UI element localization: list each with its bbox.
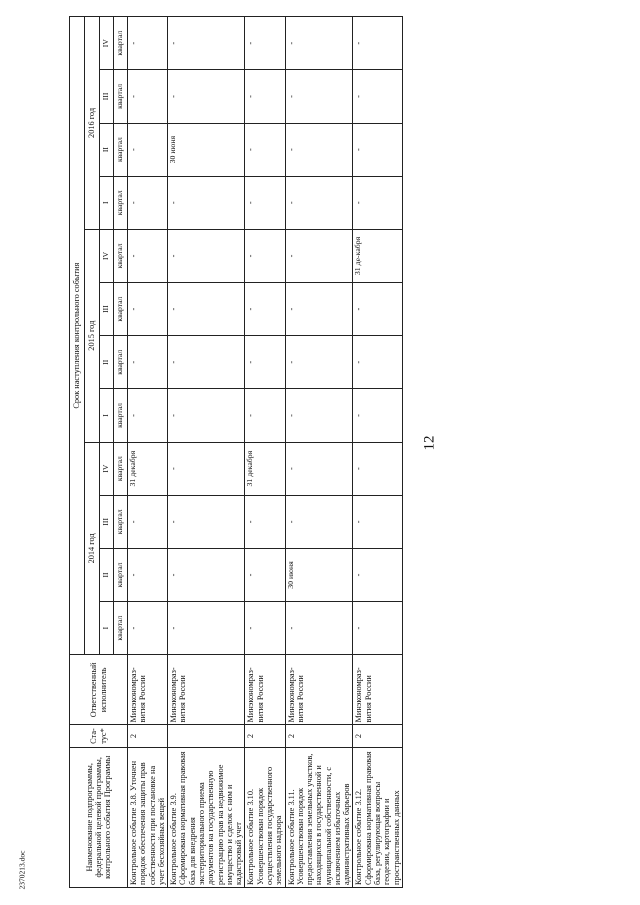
header-quarter-number: IV (100, 442, 114, 495)
header-year-2016: 2016 год (85, 17, 100, 230)
executor-cell: Минэкономраз-вития России (128, 655, 168, 725)
quarter-cell: 31 декабря (128, 442, 168, 495)
header-quarter-word: квартал (114, 123, 128, 176)
header-quarter-number: I (100, 176, 114, 229)
quarter-cell: - (353, 442, 402, 495)
quarter-cell: - (285, 70, 353, 123)
quarter-cell: - (128, 602, 168, 655)
header-quarter-word: квартал (114, 495, 128, 548)
quarter-cell: - (353, 283, 402, 336)
quarter-cell: 31 де-кабря (353, 229, 402, 282)
header-quarter-number: II (100, 123, 114, 176)
quarter-cell: - (245, 176, 285, 229)
quarter-cell: - (285, 123, 353, 176)
header-quarter-word: квартал (114, 176, 128, 229)
quarter-cell: - (168, 336, 245, 389)
quarter-cell: - (285, 602, 353, 655)
header-quarter-number: III (100, 283, 114, 336)
table-row (128, 17, 168, 888)
header-quarter-number: II (100, 336, 114, 389)
header-quarter-word: квартал (114, 70, 128, 123)
quarter-cell: - (245, 495, 285, 548)
table-container (69, 16, 621, 888)
header-quarter-word: квартал (114, 229, 128, 282)
header-quarter-number: III (100, 70, 114, 123)
quarter-cell: - (285, 495, 353, 548)
quarter-cell: - (245, 336, 285, 389)
quarter-cell: - (168, 495, 245, 548)
header-quarter-number: IV (100, 17, 114, 70)
control-events-table (69, 16, 403, 888)
quarter-cell: - (353, 548, 402, 601)
header-quarter-word: квартал (114, 602, 128, 655)
header-quarter-number: III (100, 495, 114, 548)
quarter-cell: - (353, 17, 402, 70)
quarter-cell: - (128, 123, 168, 176)
status-cell: 2 (245, 725, 285, 747)
quarter-cell: - (285, 17, 353, 70)
table-row (353, 17, 402, 888)
quarter-cell: - (128, 229, 168, 282)
quarter-cell: - (285, 389, 353, 442)
status-cell (168, 725, 245, 747)
quarter-cell: - (128, 336, 168, 389)
quarter-cell: - (168, 602, 245, 655)
quarter-cell: - (128, 70, 168, 123)
header-term: Срок наступления контрольного события (70, 17, 85, 655)
status-cell: 2 (353, 725, 402, 747)
quarter-cell: - (245, 389, 285, 442)
quarter-cell: 30 июня (168, 123, 245, 176)
executor-cell: Минэкономраз-вития России (168, 655, 245, 725)
quarter-cell: - (128, 176, 168, 229)
table-row (285, 17, 353, 888)
event-name-cell: Контрольное событие 3.12. Сформирована нормативная правовая база, регулирующая вопросы геодезии, картографии и пространственных данных (353, 747, 402, 887)
header-quarter-number: IV (100, 229, 114, 282)
quarter-cell: - (353, 176, 402, 229)
quarter-cell: - (353, 70, 402, 123)
quarter-cell: - (168, 229, 245, 282)
event-name-cell: Контрольное событие 3.11. Усовершенствован порядок предоставления земельных участков, находящихся в государственной и муниципальной собственности, с исключением избыточных административных барьеров (285, 747, 353, 887)
quarter-cell: - (168, 548, 245, 601)
quarter-cell: - (168, 283, 245, 336)
header-year-2014: 2014 год (85, 442, 100, 655)
quarter-cell: - (245, 548, 285, 601)
header-name: Наименование подпрограммы, федеральной целевой программы, контрольного события Программы (70, 747, 128, 887)
quarter-cell: - (128, 389, 168, 442)
header-quarter-word: квартал (114, 442, 128, 495)
header-quarter-word: квартал (114, 336, 128, 389)
quarter-cell: - (245, 17, 285, 70)
quarter-cell: - (245, 123, 285, 176)
quarter-cell: - (128, 283, 168, 336)
quarter-cell: - (353, 336, 402, 389)
status-cell: 2 (285, 725, 353, 747)
quarter-cell: - (245, 283, 285, 336)
executor-cell: Минэкономраз-вития России (285, 655, 353, 725)
footer-doc-code: 2370213.doc (17, 850, 27, 890)
quarter-cell: - (353, 495, 402, 548)
executor-cell: Минэкономраз-вития России (245, 655, 285, 725)
table-row (245, 17, 285, 888)
event-name-cell: Контрольное событие 3.8. Уточнен порядок обеспечения защиты прав собственности при постановке на учет бесхозяйных вещей (128, 747, 168, 887)
header-executor: Ответственный исполнитель (70, 655, 128, 725)
quarter-cell: - (245, 229, 285, 282)
quarter-cell: - (245, 70, 285, 123)
quarter-cell: - (285, 442, 353, 495)
quarter-cell: 30 июня (285, 548, 353, 601)
header-quarter-word: квартал (114, 283, 128, 336)
quarter-cell: - (168, 176, 245, 229)
page-number: 12 (421, 435, 438, 451)
quarter-cell: - (128, 548, 168, 601)
quarter-cell: - (353, 389, 402, 442)
header-quarter-word: квартал (114, 389, 128, 442)
header-year-2015: 2015 год (85, 229, 100, 442)
event-name-cell: Контрольное событие 3.9. Сформирована нормативная правовая база для внедрения экстерриториального приема документов на государственную регистрацию прав на недвижимое имущество и сделок с ним и кадастровый учет (168, 747, 245, 887)
quarter-cell: - (128, 17, 168, 70)
quarter-cell: - (285, 176, 353, 229)
quarter-cell: - (128, 495, 168, 548)
quarter-cell: - (168, 70, 245, 123)
event-name-cell: Контрольное событие 3.10. Усовершенствован порядок осуществления государственного земельного надзора (245, 747, 285, 887)
header-quarter-word: квартал (114, 548, 128, 601)
quarter-cell: - (353, 123, 402, 176)
quarter-cell: - (245, 602, 285, 655)
quarter-cell: - (353, 602, 402, 655)
header-quarter-word: квартал (114, 17, 128, 70)
header-quarter-number: I (100, 602, 114, 655)
table-row (168, 17, 245, 888)
status-cell: 2 (128, 725, 168, 747)
quarter-cell: - (285, 283, 353, 336)
quarter-cell: - (285, 336, 353, 389)
quarter-cell: - (168, 442, 245, 495)
header-quarter-number: II (100, 548, 114, 601)
header-quarter-number: I (100, 389, 114, 442)
executor-cell: Минэкономраз-вития России (353, 655, 402, 725)
rotated-landscape-page (69, 16, 621, 888)
quarter-cell: - (285, 229, 353, 282)
quarter-cell: 31 декабря (245, 442, 285, 495)
header-status: Ста-тус* (70, 725, 128, 747)
quarter-cell: - (168, 17, 245, 70)
quarter-cell: - (168, 389, 245, 442)
